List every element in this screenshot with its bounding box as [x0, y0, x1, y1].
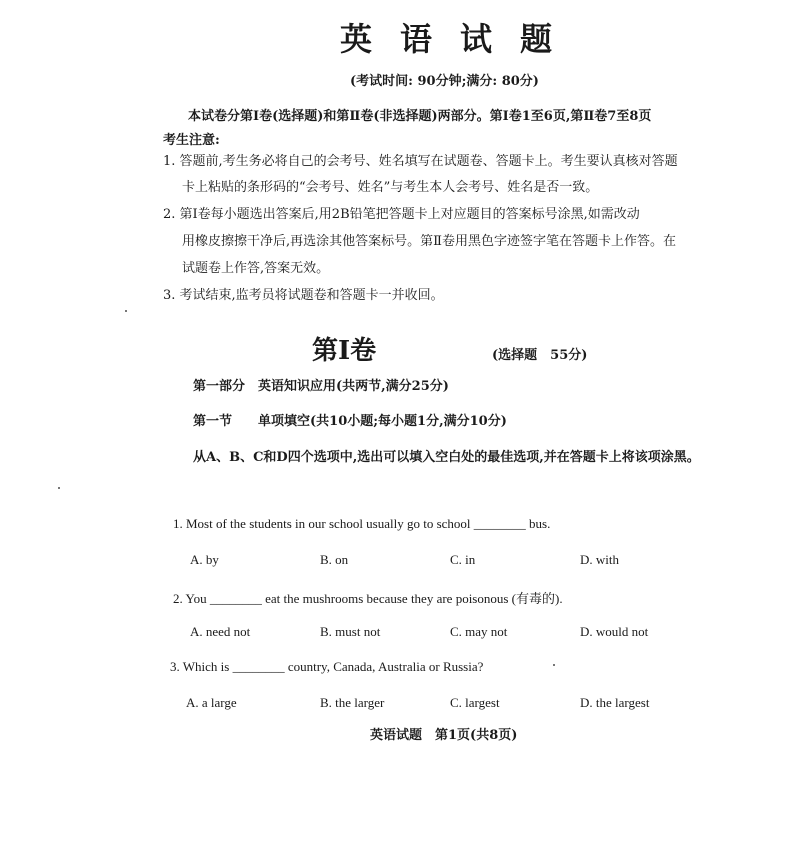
- notice-label: 考生注意:: [163, 133, 220, 148]
- page-footer: 英语试题 第1页(共8页): [370, 728, 518, 743]
- note-line: 用橡皮擦擦干净后,再选涂其他答案标号。第Ⅱ卷用黑色字迹签字笔在答题卡上作答。在: [182, 234, 676, 249]
- option-a: A. need not: [190, 624, 251, 639]
- section-title: 第Ⅰ卷: [312, 336, 377, 366]
- intro-text: 本试卷分第Ⅰ卷(选择题)和第Ⅱ卷(非选择题)两部分。第Ⅰ卷1至6页,第Ⅱ卷7至8页: [188, 109, 652, 124]
- option-b: B. the larger: [320, 695, 385, 710]
- option-d: D. would not: [580, 624, 649, 639]
- option-d: D. with: [580, 552, 619, 567]
- option-c: C. in: [450, 552, 476, 567]
- instruction-text: 从A、B、C和D四个选项中,选出可以填入空白处的最佳选项,并在答题卡上将该项涂黑。: [193, 450, 700, 465]
- subsection-heading: 第一节 单项填空(共10小题;每小题1分,满分10分): [193, 414, 507, 429]
- note-line: 3. 考试结束,监考员将试题卷和答题卡一并收回。: [163, 288, 444, 303]
- option-b: B. must not: [320, 624, 381, 639]
- question-stem: 2. You ________ eat the mushrooms because they are poisonous (有毒的).: [173, 591, 563, 606]
- page-title: 英语试题: [340, 20, 581, 58]
- option-a: A. a large: [186, 695, 237, 710]
- note-line: 1. 答题前,考生务必将自己的会考号、姓名填写在试题卷、答题卡上。考生要认真核对答题: [163, 154, 678, 169]
- note-line: 试题卷上作答,答案无效。: [182, 261, 330, 276]
- exam-info: (考试时间: 90分钟;满分: 80分): [350, 74, 539, 89]
- option-c: C. largest: [450, 695, 500, 710]
- note-line: 卡上粘贴的条形码的“会考号、姓名”与考生本人会考号、姓名是否一致。: [182, 180, 599, 195]
- option-c: C. may not: [450, 624, 508, 639]
- part-heading: 第一部分 英语知识应用(共两节,满分25分): [193, 379, 449, 394]
- question-stem: 1. Most of the students in our school usually go to school ________ bus.: [173, 516, 551, 531]
- scan-speck: [553, 664, 555, 666]
- scan-speck: [125, 310, 127, 312]
- section-subtitle: (选择题 55分): [492, 348, 588, 363]
- note-line: 2. 第Ⅰ卷每小题选出答案后,用2B铅笔把答题卡上对应题目的答案标号涂黑,如需改动: [163, 207, 640, 222]
- scan-speck: [58, 487, 60, 489]
- option-d: D. the largest: [580, 695, 650, 710]
- option-a: A. by: [190, 552, 219, 567]
- option-b: B. on: [320, 552, 349, 567]
- question-stem: 3. Which is ________ country, Canada, Australia or Russia?: [170, 659, 484, 674]
